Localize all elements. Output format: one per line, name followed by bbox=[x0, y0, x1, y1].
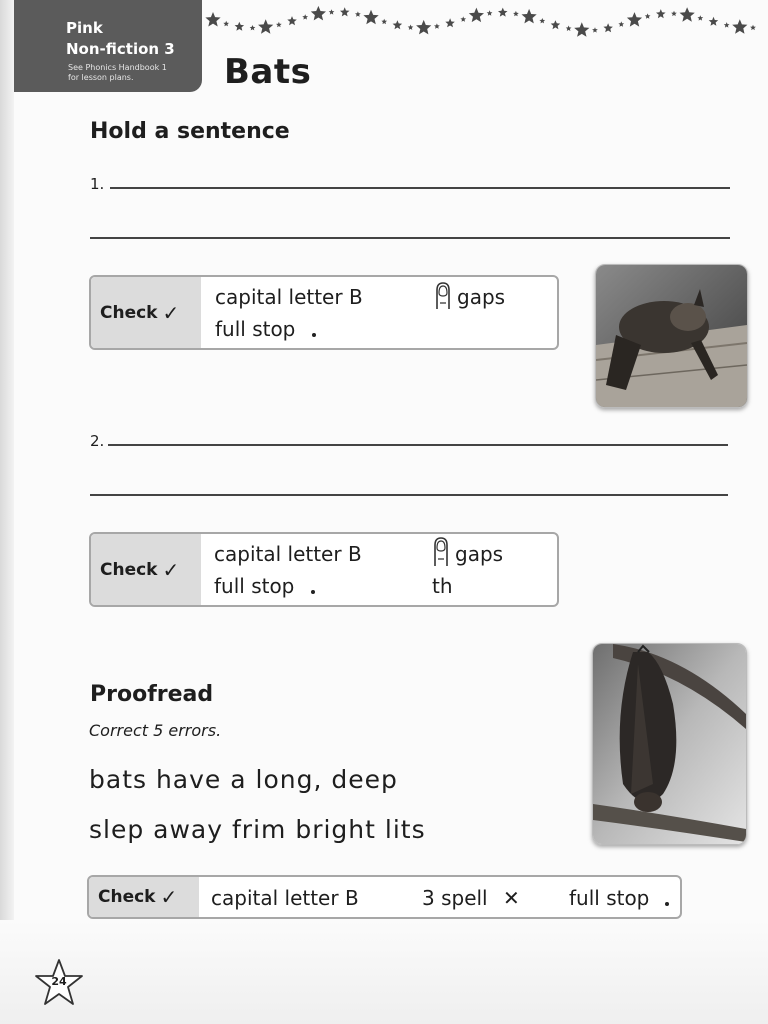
garland-star-icon bbox=[487, 10, 493, 15]
garland-star-icon bbox=[363, 10, 378, 24]
garland-star-icon bbox=[460, 16, 466, 21]
writing-line-2a[interactable] bbox=[108, 444, 728, 446]
garland-star-icon bbox=[709, 17, 719, 26]
writing-line-1a[interactable] bbox=[110, 187, 730, 189]
garland-star-icon bbox=[551, 20, 561, 29]
full-stop-item: full stop bbox=[214, 574, 295, 598]
capital-letter-item: capital letter B bbox=[215, 285, 363, 309]
series-line2: Non-fiction 3 bbox=[66, 40, 175, 58]
capital-letter-item: capital letter B bbox=[214, 542, 362, 566]
garland-star-icon bbox=[603, 23, 613, 32]
garland-star-icon bbox=[627, 12, 642, 27]
check-label-1 bbox=[91, 277, 201, 348]
garland-star-icon bbox=[574, 22, 589, 37]
sentence-number-1: 1. bbox=[90, 175, 105, 193]
check-box-1 bbox=[89, 275, 559, 350]
gaps-item: gaps bbox=[455, 542, 504, 566]
full-stop-dot-icon bbox=[312, 333, 316, 337]
check-box-2 bbox=[89, 532, 559, 607]
garland-star-icon bbox=[750, 25, 756, 30]
garland-star-icon bbox=[393, 20, 403, 29]
garland-star-icon bbox=[223, 21, 229, 27]
spell-item: 3 spell bbox=[422, 886, 488, 910]
proofread-line-1: bats have a long, deep bbox=[89, 765, 398, 794]
cross-icon: ✕ bbox=[503, 886, 520, 910]
page-number: 24 bbox=[51, 975, 67, 988]
binding-edge bbox=[0, 0, 14, 1024]
garland-star-icon bbox=[469, 8, 484, 23]
capital-letter-item: capital letter B bbox=[211, 886, 359, 910]
full-stop-dot-icon bbox=[311, 590, 315, 594]
garland-star-icon bbox=[381, 19, 387, 24]
garland-star-icon bbox=[539, 18, 545, 23]
garland-star-icon bbox=[732, 19, 747, 34]
tick-icon: ✓ bbox=[160, 885, 178, 909]
series-tab bbox=[14, 0, 202, 92]
series-note-line1: See Phonics Handbook 1 bbox=[68, 63, 167, 72]
garland-star-icon bbox=[329, 9, 335, 14]
gaps-item: gaps bbox=[457, 285, 506, 309]
series-note bbox=[68, 63, 188, 83]
garland-star-icon bbox=[205, 12, 220, 27]
garland-star-icon bbox=[671, 11, 677, 16]
garland-star-icon bbox=[566, 26, 572, 32]
garland-star-icon bbox=[408, 25, 414, 30]
page-title: Bats bbox=[224, 52, 312, 92]
finger-icon bbox=[433, 281, 453, 311]
th-item: th bbox=[432, 574, 453, 598]
garland-star-icon bbox=[355, 11, 361, 16]
bat-photo-1 bbox=[595, 264, 748, 408]
proofread-line-2: slep away frim bright lits bbox=[89, 815, 426, 844]
garland-star-icon bbox=[698, 15, 704, 20]
tick-icon: ✓ bbox=[162, 557, 180, 582]
full-stop-dot-icon bbox=[665, 902, 669, 906]
proofread-heading: Proofread bbox=[90, 682, 214, 707]
garland-star-icon bbox=[287, 16, 297, 25]
garland-star-icon bbox=[656, 9, 666, 18]
garland-star-icon bbox=[416, 20, 431, 35]
star-garland-decoration bbox=[205, 6, 760, 58]
garland-star-icon bbox=[340, 7, 350, 16]
check-box-3 bbox=[87, 875, 682, 919]
finger-icon bbox=[431, 536, 451, 568]
garland-star-icon bbox=[302, 14, 308, 19]
check-text: Check bbox=[98, 887, 156, 907]
garland-star-icon bbox=[724, 22, 730, 28]
full-stop-item: full stop bbox=[569, 886, 650, 910]
garland-star-icon bbox=[258, 19, 273, 33]
garland-star-icon bbox=[250, 25, 256, 30]
proofread-instruction: Correct 5 errors. bbox=[89, 721, 222, 740]
hold-sentence-heading: Hold a sentence bbox=[90, 119, 290, 144]
full-stop-item: full stop bbox=[215, 317, 296, 341]
check-text: Check bbox=[100, 302, 158, 323]
series-note-line2: for lesson plans. bbox=[68, 73, 134, 82]
garland-star-icon bbox=[445, 18, 455, 27]
garland-star-icon bbox=[618, 21, 624, 26]
garland-star-icon bbox=[522, 9, 537, 24]
garland-star-icon bbox=[592, 27, 598, 32]
bat-photo-2 bbox=[592, 643, 747, 845]
series-title bbox=[66, 18, 175, 60]
garland-star-icon bbox=[235, 22, 245, 31]
check-text: Check bbox=[100, 559, 158, 580]
writing-line-1b[interactable] bbox=[90, 237, 730, 239]
check-label-3 bbox=[89, 877, 199, 917]
page-number-star bbox=[34, 958, 84, 1008]
garland-star-icon bbox=[434, 23, 440, 28]
series-line1: Pink bbox=[66, 19, 103, 37]
check-label-2 bbox=[91, 534, 201, 605]
garland-star-icon bbox=[276, 22, 282, 27]
bat-on-branch-image bbox=[596, 265, 747, 407]
garland-star-icon bbox=[680, 7, 695, 22]
garland-star-icon bbox=[645, 13, 651, 18]
garland-star-icon bbox=[513, 11, 519, 16]
tick-icon: ✓ bbox=[162, 300, 180, 325]
garland-star-icon bbox=[498, 8, 508, 17]
page-bottom-shade bbox=[0, 920, 768, 1024]
garland-star-icon bbox=[311, 6, 326, 20]
writing-line-2b[interactable] bbox=[90, 494, 728, 496]
sentence-number-2: 2. bbox=[90, 432, 105, 450]
hanging-bat-image bbox=[593, 644, 746, 844]
